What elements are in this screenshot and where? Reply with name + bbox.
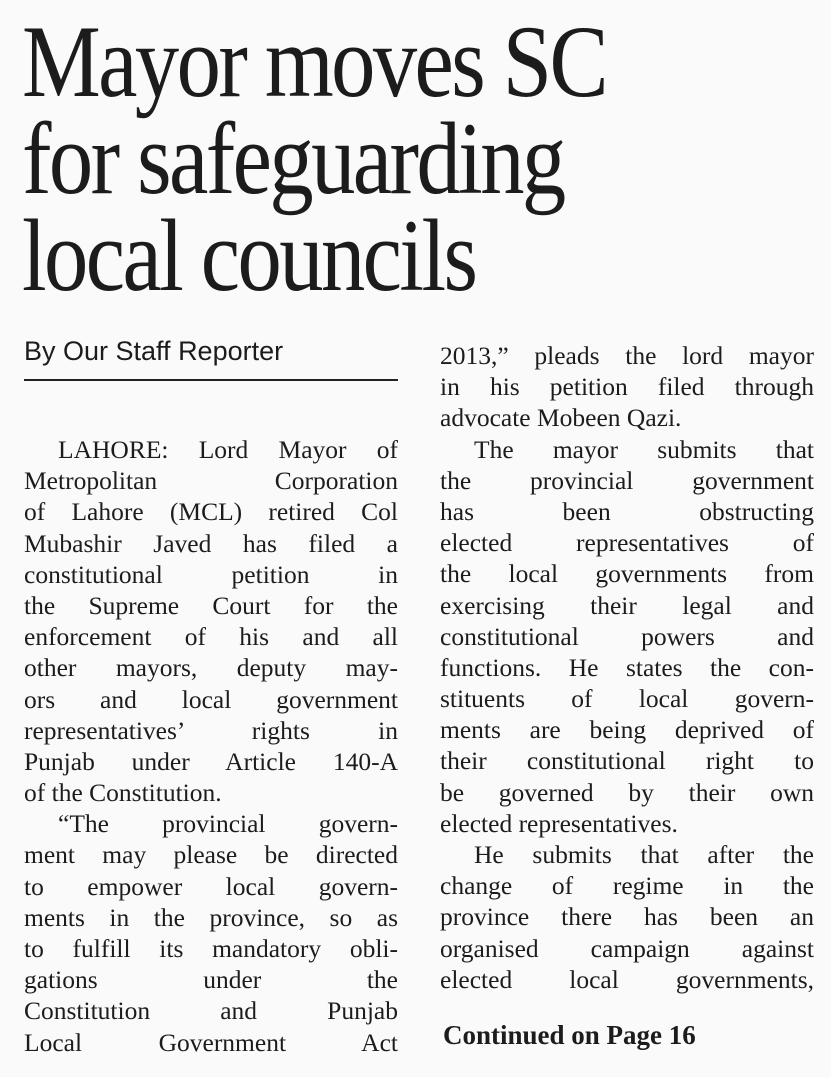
article-line: organised campaign against	[440, 933, 814, 963]
article-line: elected local governments,	[440, 964, 814, 994]
article-line: their constitutional right to	[440, 746, 814, 776]
article-line: Metropolitan Corporation	[24, 466, 398, 496]
article-line: other mayors, deputy may-	[24, 653, 398, 683]
article-line: gations under the	[24, 965, 398, 995]
article-line: advocate Mobeen Qazi.	[440, 403, 682, 433]
article-line: be governed by their own	[440, 777, 814, 807]
article-line: the Supreme Court for the	[24, 590, 398, 620]
article-line: He submits that after the	[474, 840, 814, 869]
article-line: ments in the province, so as	[24, 902, 398, 932]
article-line: of the Constitution.	[24, 778, 222, 808]
article-line: Mubashir Javed has filed a	[24, 528, 398, 558]
article-line: of Lahore (MCL) retired Col	[24, 497, 398, 527]
headline-line: local councils	[22, 199, 476, 313]
article-line: to fulfill its mandatory obli-	[24, 934, 398, 963]
article-line: the local governments from	[440, 559, 814, 589]
byline: By Our Staff Reporter	[24, 336, 284, 366]
article-line: ors and local government	[24, 684, 398, 714]
continued-on-page-link[interactable]: Continued on Page 16	[443, 1020, 696, 1050]
article-line: in his petition filed through	[440, 372, 814, 402]
article-line: “The provincial govern-	[58, 809, 398, 839]
article-column-left	[24, 434, 398, 1058]
article-line: representatives’ rights in	[24, 715, 398, 745]
article-line: constitutional petition in	[24, 559, 398, 589]
article-line: stituents of local govern-	[440, 684, 814, 714]
article-line: functions. He states the con-	[440, 652, 814, 682]
headline	[22, 5, 710, 313]
article-line: Punjab under Article 140-A	[24, 746, 398, 776]
article-line: Constitution and Punjab	[24, 996, 398, 1026]
article-line: exercising their legal and	[440, 590, 814, 620]
article-line: elected representatives of	[440, 528, 814, 558]
article-line: the provincial government	[440, 465, 814, 495]
article-line: elected representatives.	[440, 808, 678, 838]
article-line: constitutional powers and	[440, 621, 814, 651]
article-line: change of regime in the	[440, 871, 814, 901]
article-line: The mayor submits that	[474, 434, 814, 464]
article-line: ments are being deprived of	[440, 715, 814, 745]
article-line: ment may please be directed	[24, 840, 398, 870]
headline-line: for safeguarding	[22, 102, 564, 216]
article-column-right	[440, 340, 814, 995]
byline-rule	[24, 379, 398, 381]
article-line: province there has been an	[440, 902, 814, 932]
article-line: to empower local govern-	[24, 871, 398, 901]
article-line: LAHORE: Lord Mayor of	[58, 435, 398, 464]
article-line: 2013,” pleads the lord mayor	[440, 341, 814, 370]
article-line: has been obstructing	[440, 496, 814, 526]
article-line: enforcement of his and all	[24, 622, 398, 652]
article-line: Local Government Act	[24, 1027, 398, 1057]
headline-line: Mayor moves SC	[22, 5, 606, 119]
